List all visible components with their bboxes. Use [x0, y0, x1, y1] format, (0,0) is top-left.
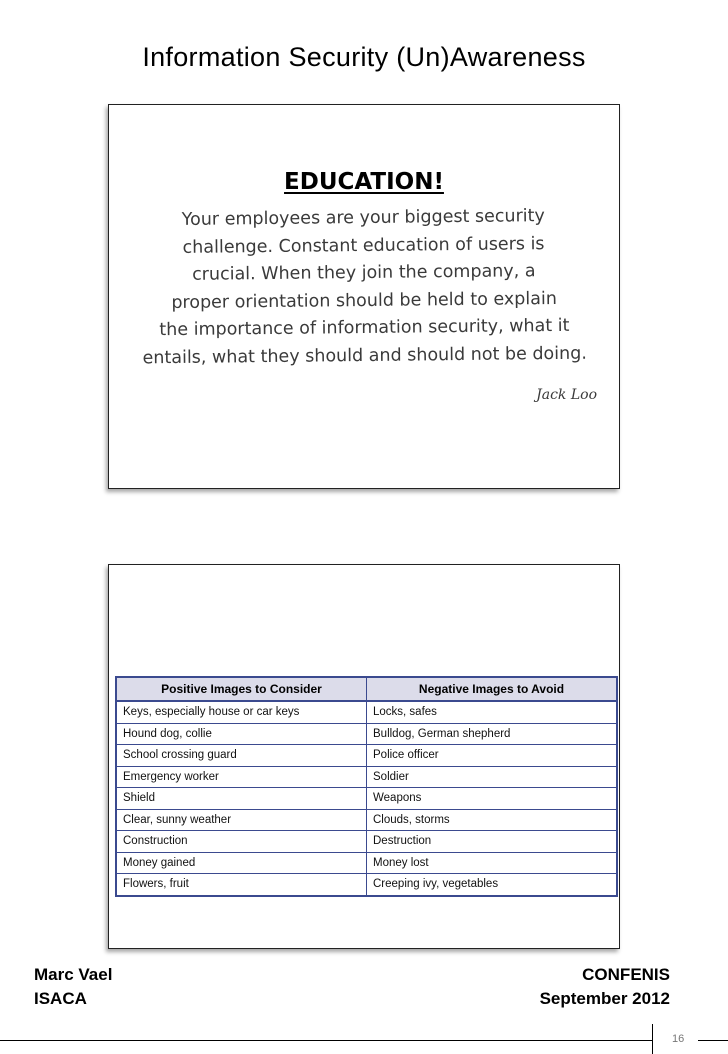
column-header-negative: Negative Images to Avoid	[367, 678, 617, 701]
footer-right	[540, 963, 670, 1011]
table-cell: Soldier	[367, 766, 617, 788]
images-table-frame	[115, 676, 618, 897]
table-row	[117, 745, 616, 767]
table-row	[117, 701, 616, 723]
table-row	[117, 788, 616, 810]
page-title: Information Security (Un)Awareness	[142, 42, 586, 72]
images-table	[117, 678, 616, 895]
table-cell: Locks, safes	[367, 701, 617, 723]
table-row	[117, 852, 616, 874]
footer-left	[34, 963, 112, 1011]
table-cell: Construction	[117, 831, 367, 853]
table-cell: School crossing guard	[117, 745, 367, 767]
table-cell: Flowers, fruit	[117, 874, 367, 895]
footer-date: September 2012	[539, 989, 670, 1008]
table-cell: Shield	[117, 788, 367, 810]
table-row	[117, 831, 616, 853]
quote-line: crucial. When they join the company, a	[192, 261, 536, 285]
table-cell: Creeping ivy, vegetables	[373, 878, 499, 891]
table-row	[117, 874, 616, 895]
table-cell: Police officer	[367, 745, 617, 767]
table-cell: Emergency worker	[117, 766, 367, 788]
page-number-separator	[652, 1024, 653, 1054]
quote-text	[120, 202, 608, 372]
table-header-row	[117, 678, 616, 701]
quote-line: the importance of information security, what it	[159, 315, 570, 341]
footer-author: Marc Vael	[34, 965, 113, 984]
quote-line: Your employees are your biggest security	[181, 206, 545, 230]
quote-line: proper orientation should be held to explain	[171, 288, 557, 313]
table-cell: Clouds, storms	[367, 809, 617, 831]
slide-images-table	[108, 564, 620, 949]
table-cell: Money lost	[367, 852, 617, 874]
column-header-positive: Positive Images to Consider	[117, 678, 367, 701]
slide-education	[108, 104, 620, 489]
footer-organization: ISACA	[34, 989, 87, 1008]
table-row	[117, 766, 616, 788]
table-cell: Keys, especially house or car keys	[117, 701, 367, 723]
table-cell: Clear, sunny weather	[117, 809, 367, 831]
table-cell: Weapons	[367, 788, 617, 810]
footer-event: CONFENIS	[582, 965, 670, 984]
table-cell: Hound dog, collie	[117, 723, 367, 745]
page-divider-right	[698, 1040, 728, 1041]
table-row	[117, 723, 616, 745]
page-number: 16	[672, 1033, 685, 1045]
table-cell: Bulldog, German shepherd	[367, 723, 617, 745]
quote-line: entails, what they should and should not be doing.	[142, 343, 587, 368]
table-cell: Destruction	[367, 831, 617, 853]
page-divider	[0, 1040, 652, 1041]
quote-author: Jack Loo	[536, 387, 597, 403]
slide-heading: EDUCATION!	[284, 169, 444, 195]
table-row	[117, 809, 616, 831]
table-cell: Money gained	[117, 852, 367, 874]
quote-line: challenge. Constant education of users is	[182, 233, 545, 258]
